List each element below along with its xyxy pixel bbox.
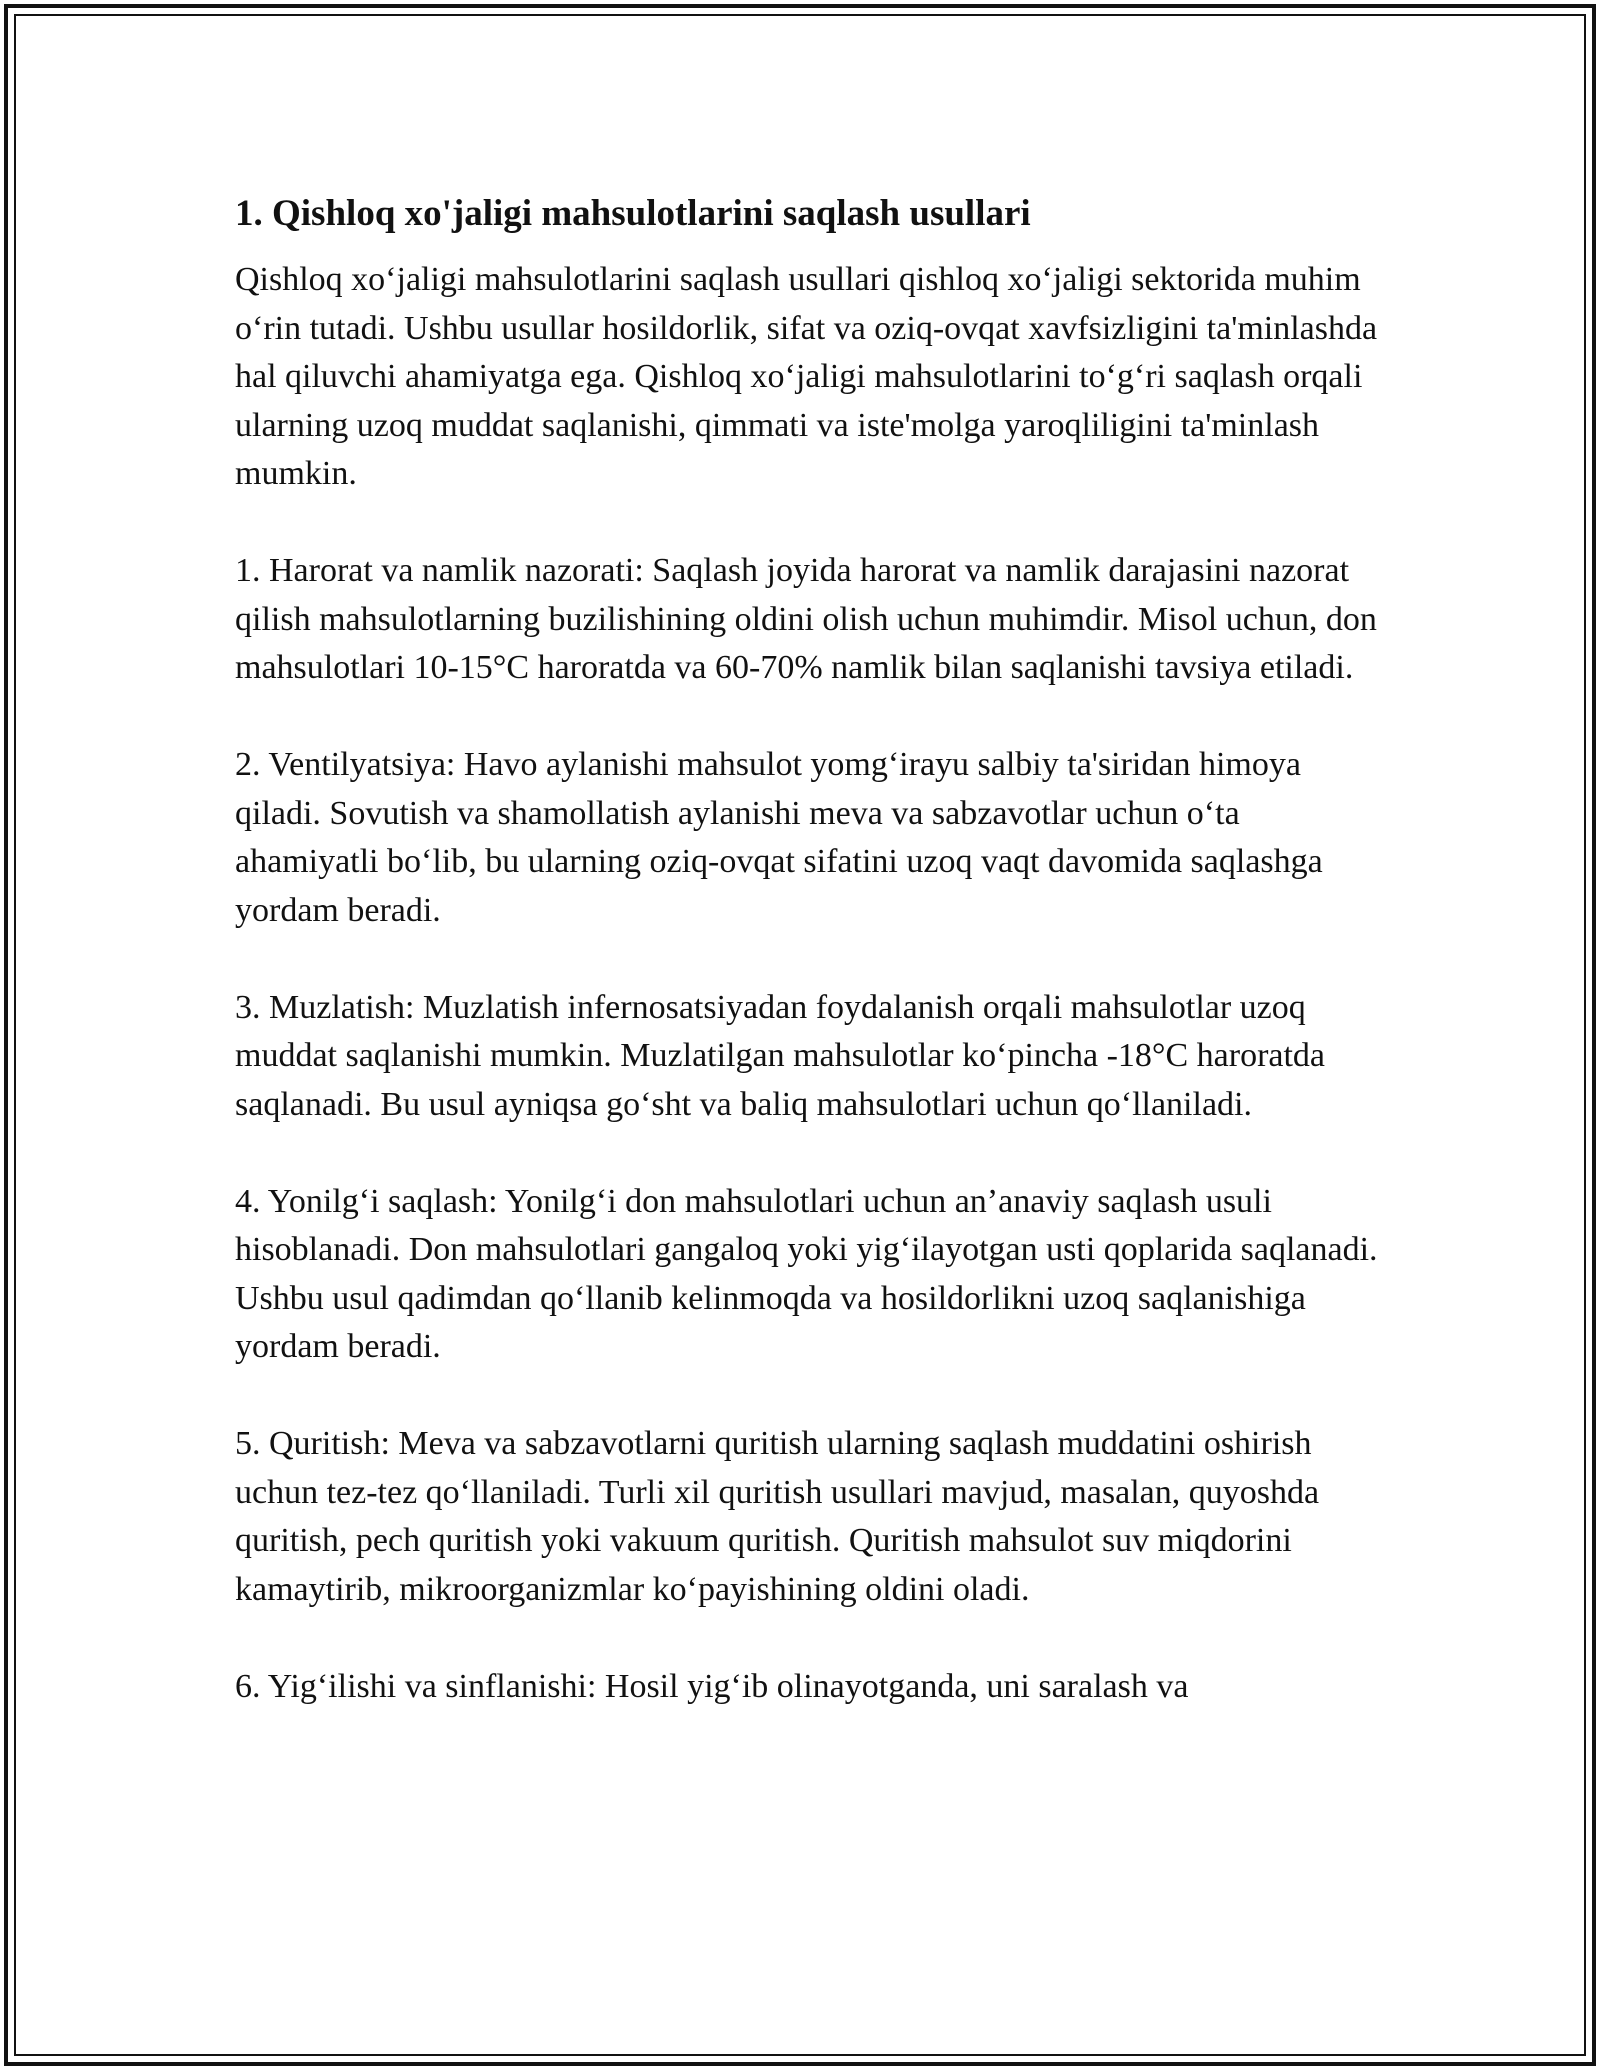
paragraph-ventilation: 2. Ventilyatsiya: Havo aylanishi mahsulot yomg‘irayu salbiy ta'siridan himoya qiladi. Sovutish va shamollatish aylanishi meva va sabzavotlar uchun o‘ta ahamiyatli bo‘lib, bu ularning oziq-ovqat sifatini uzoq vaqt davomida saqlashga yordam beradi. <box>235 746 1323 929</box>
paragraph-temperature-humidity: 1. Harorat va namlik nazorati: Saqlash joyida harorat va namlik darajasini nazorat qilish mahsulotlarning buzilishining oldini olish uchun muhimdir. Misol uchun, don mahsulotlari 10-15°C haroratda va 60-70% namlik bilan saqlanishi tavsiya etiladi. <box>235 552 1377 686</box>
paragraph-freezing: 3. Muzlatish: Muzlatish infernosatsiyadan foydalanish orqali mahsulotlar uzoq muddat saqlanishi mumkin. Muzlatilgan mahsulotlar ko‘pincha -18°C haroratda saqlanadi. Bu usul ayniqsa go‘sht va baliq mahsulotlari uchun qo‘llaniladi. <box>235 988 1326 1123</box>
document-title: 1. Qishloq xo'jaligi mahsulotlarini saqlash usullari <box>235 193 1031 234</box>
paragraph-fuel-storage: 4. Yonilg‘i saqlash: Yonilg‘i don mahsulotlari uchun an’anaviy saqlash usuli hisoblanadi. Don mahsulotlari gangaloq yoki yig‘ilayotgan usti qoplarida saqlanadi. Ushbu usul qadimdan qo‘llanib kelinmoqda va hosildorlikni uzoq saqlanishiga yordam beradi. <box>235 1182 1378 1365</box>
document-body <box>235 190 1385 1760</box>
intro-paragraph: Qishloq xo‘jaligi mahsulotlarini saqlash usullari qishloq xo‘jaligi sektorida muhim o‘rin tutadi. Ushbu usullar hosildorlik, sifat va oziq-ovqat xavfsizligini ta'minlashda hal qiluvchi ahamiyatga ega. Qishloq xo‘jaligi mahsulotlarini to‘g‘ri saqlash orqali ularning uzoq muddat saqlanishi, qimmati va iste'molga yaroqliligini ta'minlash mumkin. <box>235 261 1378 492</box>
paragraph-harvest-sorting: 6. Yig‘ilishi va sinflanishi: Hosil yig‘ib olinayotganda, uni saralash va <box>235 1667 1189 1705</box>
paragraph-drying: 5. Quritish: Meva va sabzavotlarni quritish ularning saqlash muddatini oshirish uchun tez-tez qo‘llaniladi. Turli xil quritish usullari mavjud, masalan, quyoshda quritish, pech quritish yoki vakuum quritish. Quritish mahsulot suv miqdorini kamaytirib, mikroorganizmlar ko‘payishining oldini oladi. <box>235 1425 1320 1608</box>
